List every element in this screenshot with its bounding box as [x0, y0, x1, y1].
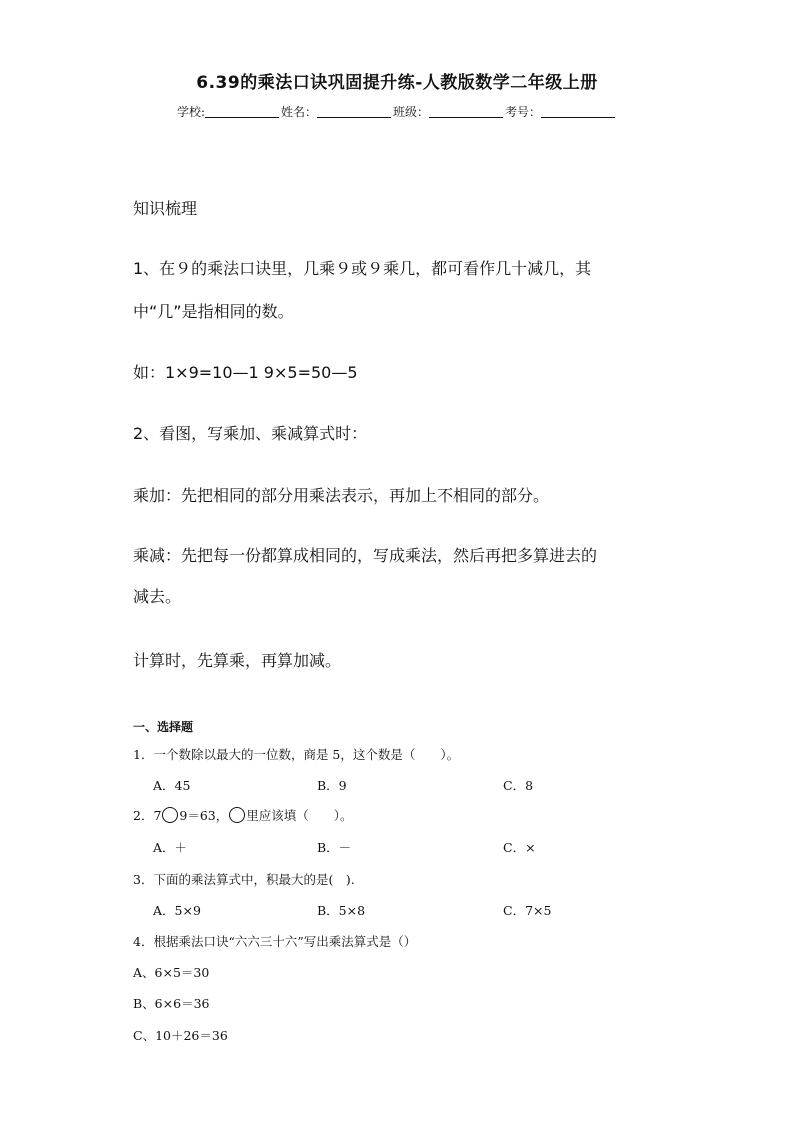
question-3-option-c[interactable]: C．7×5 [503, 903, 552, 918]
exam-no-blank[interactable] [541, 105, 615, 118]
school-blank[interactable] [205, 105, 279, 118]
knowledge-multiply-subtract-line-1: 乘减：先把每一份都算成相同的，写成乘法，然后再把多算进去的 [133, 546, 598, 565]
knowledge-multiply-subtract-line-2: 减去。 [133, 587, 182, 606]
question-2-option-a[interactable]: A．＋ [153, 840, 188, 855]
school-label: 学校: [176, 105, 205, 119]
question-1-option-b[interactable]: B．9 [317, 778, 347, 793]
question-2-option-c[interactable]: C．× [503, 840, 536, 855]
knowledge-example: 如：1×9=10—1 9×5=50—5 [133, 363, 358, 382]
question-4-option-b[interactable]: B、6×6＝36 [133, 996, 210, 1011]
class-blank[interactable] [429, 105, 503, 118]
knowledge-heading: 知识梳理 [133, 199, 198, 218]
question-1-stem: 1．一个数除以最大的一位数，商是 5，这个数是（ ）。 [133, 747, 460, 762]
question-2-stem-mid: 9＝63， [179, 808, 229, 823]
question-4-stem: 4．根据乘法口诀“六六三十六”写出乘法算式是（） [133, 934, 417, 949]
question-4-option-c[interactable]: C、10＋26＝36 [133, 1028, 228, 1043]
knowledge-point-1-line-1: 1、在９的乘法口诀里，几乘９或９乘几，都可看作几十减几，其 [133, 259, 592, 278]
knowledge-point-2: 2、看图，写乘加、乘减算式时： [133, 424, 368, 443]
question-1-option-c[interactable]: C．8 [503, 778, 534, 793]
question-3-option-a[interactable]: A．5×9 [153, 903, 201, 918]
question-4-option-a[interactable]: A、6×5＝30 [133, 965, 210, 980]
name-blank[interactable] [317, 105, 391, 118]
student-info-line [0, 103, 794, 120]
page-title: 6.39的乘法口诀巩固提升练-人教版数学二年级上册 [196, 73, 598, 93]
class-label: 班级： [393, 105, 430, 119]
question-1-option-a[interactable]: A．45 [153, 778, 191, 793]
question-3-option-b[interactable]: B．5×8 [317, 903, 366, 918]
question-2-stem-pre: 2．7 [133, 808, 162, 823]
question-2-option-b[interactable]: B．－ [317, 840, 352, 855]
circle-blank-icon [162, 807, 178, 823]
circle-blank-icon [229, 807, 245, 823]
knowledge-calculation-order: 计算时，先算乘，再算加减。 [133, 651, 342, 670]
knowledge-multiply-add: 乘加：先把相同的部分用乘法表示，再加上不相同的部分。 [133, 486, 550, 505]
question-3-stem: 3．下面的乘法算式中，积最大的是( ). [133, 872, 355, 887]
section-title: 一、选择题 [133, 720, 194, 734]
knowledge-point-1-line-2: 中“几”是指相同的数。 [133, 302, 294, 321]
exam-no-label: 考号： [505, 105, 542, 119]
question-2-stem [133, 806, 353, 824]
name-label: 姓名： [281, 105, 318, 119]
question-2-stem-post: 里应该填（ ）。 [246, 808, 353, 823]
